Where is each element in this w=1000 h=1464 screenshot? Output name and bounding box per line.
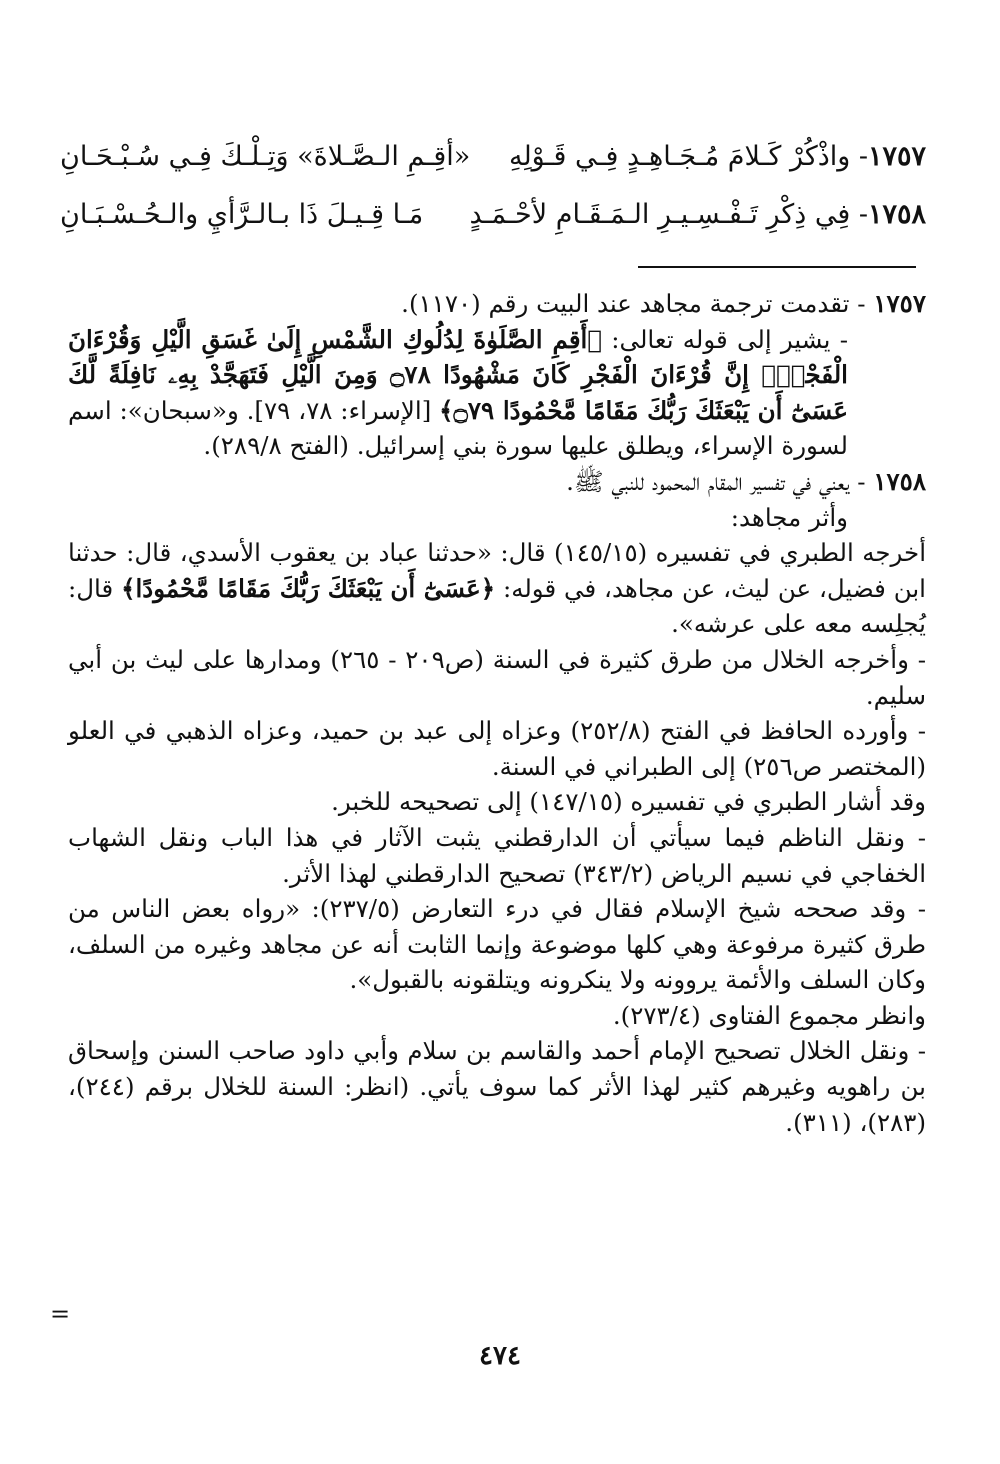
quran-quote: ﴿أَقِمِ الصَّلَوٰةَ لِدُلُوكِ الشَّمْسِ إِلَىٰ غَسَقِ الَّيْلِ وَقُرْءَانَ الْفَجْرِۖ إِنَّ قُرْءَانَ الْفَجْرِ كَانَ مَشْهُودًا ۝٧٨ وَمِنَ الَّيْلِ فَتَهَجَّدْ بِهِۦ نَافِلَةً لَّكَ عَسَىٰٓ أَن يَبْعَثَكَ رَبُّكَ مَقَامًا مَّحْمُودًا ۝٧٩﴾ — [68, 324, 848, 425]
note-1758-paragraph: - وقد صححه شيخ الإسلام فقال في درء التعارض (٢٣٧/٥): «رواه بعض الناس من طرق كثيرة مرفوعة وهي كلها موضوعة وإنما الثابت أنه عن مجاهد وغيره من السلف، وكان السلف والأئمة يروونه ولا ينكرونه ويتلقونه بالقبول». — [68, 894, 926, 995]
note-number: ١٧٥٧ — [873, 289, 926, 318]
footnote-separator — [638, 266, 916, 268]
verse-1758 — [60, 186, 926, 244]
footnotes — [68, 286, 926, 1140]
verse-1757 — [60, 128, 926, 186]
page-number: ٤٧٤ — [479, 1341, 521, 1371]
note-text: [الإسراء: ٧٨، ٧٩]. و«سبحان»: اسم لسورة الإسراء، ويطلق عليها سورة بني إسرائيل. (الفتح ٢٨٩/٨). — [68, 395, 848, 461]
poem-verses — [60, 128, 926, 244]
note-1758-tabari — [68, 535, 926, 642]
note-1758-paragraph: وقد أشار الطبري في تفسيره (١٤٧/١٥) إلى تصحيحه للخبر. — [331, 787, 926, 817]
note-1758-paragraph: - ونقل الخلال تصحيح الإمام أحمد والقاسم بن سلام وأبي داود صاحب السنن وإسحاق بن راهويه وغيرهم كثير لهذا الأثر كما سوف يأتي. (انظر: السنة للخلال برقم (٢٤٤)، (٢٨٣)، (٣١١). — [68, 1036, 926, 1137]
verse-number: ١٧٥٨ — [867, 199, 926, 230]
verse-first-hemistich: - واذْكُرْ كَـلامَ مُـجَـاهِـدٍ فِـي قَـوْلِهِ — [508, 141, 868, 172]
verse-second-hemistich: مَـا قِـيـلَ ذَا بـالـرَّأيِ والـحُـسْـبَـانِ — [60, 199, 424, 230]
quran-quote: ﴿عَسَىٰٓ أَن يَبْعَثَكَ رَبُّكَ مَقَامًا مَّحْمُودًا﴾ — [121, 573, 496, 603]
note-1758-paragraph: - وأخرجه الخلال من طرق كثيرة في السنة (ص٢٠٩ - ٢٦٥) ومدارها على ليث بن أبي سليم. — [68, 644, 926, 710]
note-1758-intro — [68, 464, 926, 500]
verse-number: ١٧٥٧ — [867, 141, 926, 172]
note-text: - يشير إلى قوله تعالى: — [602, 324, 848, 354]
note-1757-quran — [68, 322, 926, 464]
note-1758-paragraph: - وأورده الحافظ في الفتح (٢٥٢/٨) وعزاه إلى عبد بن حميد، وعزاه الذهبي في العلو (المختصر ص٢٥٦) إلى الطبراني في السنة. — [68, 716, 926, 781]
verse-second-hemistich: «أقِـمِ الـصَّـلاةَ» وَتِـلْـكَ فِـي سُـبْـحَـانِ — [60, 141, 471, 172]
note-text: قال: يُجلِسه معه على عرشه». — [68, 573, 926, 639]
note-number: ١٧٥٨ — [873, 466, 926, 496]
continuation-mark: = — [50, 1300, 71, 1328]
note-1758-paragraph: - ونقل الناظم فيما سيأتي أن الدارقطني يثبت الآثار في هذا الباب ونقل الشهاب الخفاجي في نسيم الرياض (٣٤٣/٢) تصحيح الدارقطني لهذا الأثر. — [68, 822, 926, 888]
note-text: - يعني في تفسير المقام المحمود للنبي ﷺ. — [566, 466, 866, 496]
verse-first-hemistich: - فِي ذِكْرِ تَـفْـسِـيـرِ الـمَـقَـامِ لأحْـمَـدٍ — [469, 199, 868, 230]
note-text: أخرجه الطبري في تفسيره (١٤٥/١٥) قال: «حدثنا عباد بن يعقوب الأسدي، قال: حدثنا ابن فضيل، عن ليث، عن مجاهد، في قوله: — [68, 538, 926, 603]
note-1757-intro — [68, 286, 926, 322]
note-text: - تقدمت ترجمة مجاهد عند البيت رقم (١١٧٠). — [401, 289, 866, 318]
note-1758-athar: وأثر مجاهد: — [730, 502, 848, 532]
note-1758-paragraph: وانظر مجموع الفتاوى (٢٧٣/٤). — [612, 1000, 926, 1030]
